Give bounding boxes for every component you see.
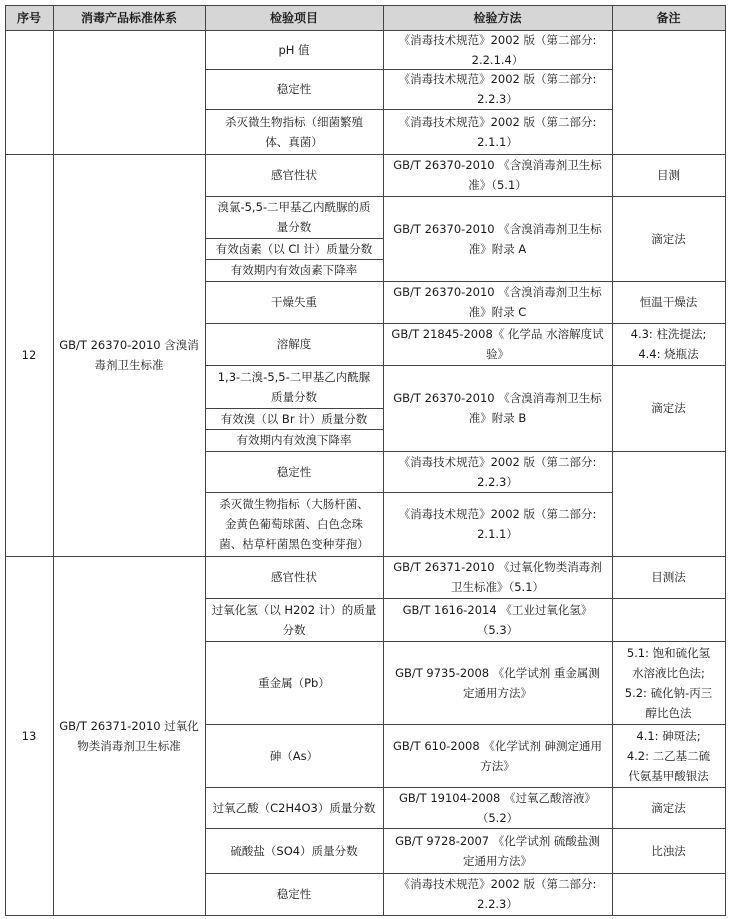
cell-note: 5.1: 饱和硫化氢 水溶液比色法; 5.2: 硫化钠-丙三 醇比色法 xyxy=(624,645,713,720)
cell-method: GB/T 610-2008 《化学试剂 砷测定通用 方法》 xyxy=(392,738,603,773)
cell-item: 有效溴（以 Br 计）质量分数 xyxy=(220,411,368,426)
cell-item: 稳定性 xyxy=(276,464,312,479)
header-item: 检验项目 xyxy=(205,5,383,30)
cell-item: 感官性状 xyxy=(271,570,317,584)
cell-seq: 13 xyxy=(21,728,37,743)
cell-method: GB/T 26371-2010 《过氧化物类消毒剂 卫生标准》（5.1） xyxy=(393,560,602,594)
cell-item: 砷（As） xyxy=(269,748,319,763)
cell-method: GB/T 9728-2007 《化学试剂 硫酸盐测 定通用方法》 xyxy=(395,833,600,868)
cell-method: GB/T 21845-2008《 化学品 水溶解度试 验》 xyxy=(391,327,604,361)
cell-method: 《消毒技术规范》2002 版（第二部分: 2.2.3） xyxy=(398,877,597,911)
cell-method: GB/T 26370-2010 《含溴消毒剂卫生标 准》（5.1） xyxy=(393,158,602,192)
header-seq: 序号 xyxy=(5,5,53,30)
cell-note: 4.1: 砷斑法; 4.2: 二乙基二硫 代氨基甲酸银法 xyxy=(626,728,711,783)
cell-method: 《消毒技术规范》2002 版（第二部分: 2.1.1） xyxy=(398,114,597,149)
cell-note: 目测 xyxy=(657,168,680,182)
cell-method: GB/T 26370-2010 《含溴消毒剂卫生标 准》附录 C xyxy=(393,285,602,319)
cell-item: 过氧乙酸（C2H4O3）质量分数 xyxy=(212,800,376,815)
cell-item: 稳定性 xyxy=(276,82,312,96)
cell-item: 重金属（Pb） xyxy=(258,675,330,690)
cell-note: 4.3: 柱洗提法; 4.4: 烧瓶法 xyxy=(630,327,707,361)
cell-method: 《消毒技术规范》2002 版（第二部分: 2.2.3） xyxy=(398,72,597,106)
cell-seq: 12 xyxy=(21,348,37,362)
cell-item: pH 值 xyxy=(278,42,310,57)
cell-item: 干燥失重 xyxy=(271,295,317,309)
cell-item: 稳定性 xyxy=(276,887,312,901)
cell-method: 《消毒技术规范》2002 版（第二部分: 2.1.1） xyxy=(398,507,597,541)
cell-note: 滴定法 xyxy=(651,231,686,246)
cell-method: 《消毒技术规范》2002 版（第二部分: 2.2.1.4） xyxy=(398,32,597,67)
cell-method: 《消毒技术规范》2002 版（第二部分: 2.2.3） xyxy=(398,454,597,489)
cell-method: GB/T 26370-2010 《含溴消毒剂卫生标 准》附录 B xyxy=(393,391,602,425)
cell-item: 杀灭微生物指标（细菌繁殖 体、真菌） xyxy=(225,114,363,149)
cell-note: 滴定法 xyxy=(651,401,686,415)
cell-method: GB/T 26370-2010 《含溴消毒剂卫生标 准》附录 A xyxy=(393,221,602,256)
cell-standard: GB/T 26371-2010 过氧化 物类消毒剂卫生标准 xyxy=(59,718,199,753)
header-note: 备注 xyxy=(612,5,725,30)
cell-method: GB/T 1616-2014 《工业过氧化氢》 （5.3） xyxy=(402,602,593,637)
cell-item: 有效期内有效溴下降率 xyxy=(236,433,352,447)
cell-item: 过氧化氢（以 H202 计）的质量 分数 xyxy=(211,602,377,637)
cell-note: 比浊法 xyxy=(651,843,686,858)
cell-note: 滴定法 xyxy=(651,800,686,815)
cell-standard: GB/T 26370-2010 含溴消 毒剂卫生标准 xyxy=(59,338,199,372)
header-method: 检验方法 xyxy=(383,5,612,30)
cell-item: 溶解度 xyxy=(276,337,312,351)
cell-item: 杀灭微生物指标（大肠杆菌、 金黄色葡萄球菌、白色念珠 菌、枯草杆菌黑色变种芽孢） xyxy=(219,497,369,551)
cell-note: 目测法 xyxy=(651,570,686,584)
cell-item: 有效期内有效卤素下降率 xyxy=(230,263,358,277)
cell-method: GB/T 9735-2008 《化学试剂 重金属测 定通用方法》 xyxy=(395,665,600,700)
cell-item: 1,3-二溴-5,5-二甲基乙内酰脲 质量分数 xyxy=(217,369,371,404)
cell-item: 感官性状 xyxy=(271,168,317,182)
header-standard: 消毒产品标准体系 xyxy=(53,5,205,30)
cell-item: 溴氯-5,5-二甲基乙内酰脲的质 量分数 xyxy=(217,200,371,234)
cell-item: 硫酸盐（SO4）质量分数 xyxy=(230,843,358,858)
cell-item: 有效卤素（以 Cl 计）质量分数 xyxy=(215,241,373,256)
cell-method: GB/T 19104-2008 《过氧乙酸溶液》 （5.2） xyxy=(398,790,596,825)
cell-note: 恒温干燥法 xyxy=(639,295,698,309)
